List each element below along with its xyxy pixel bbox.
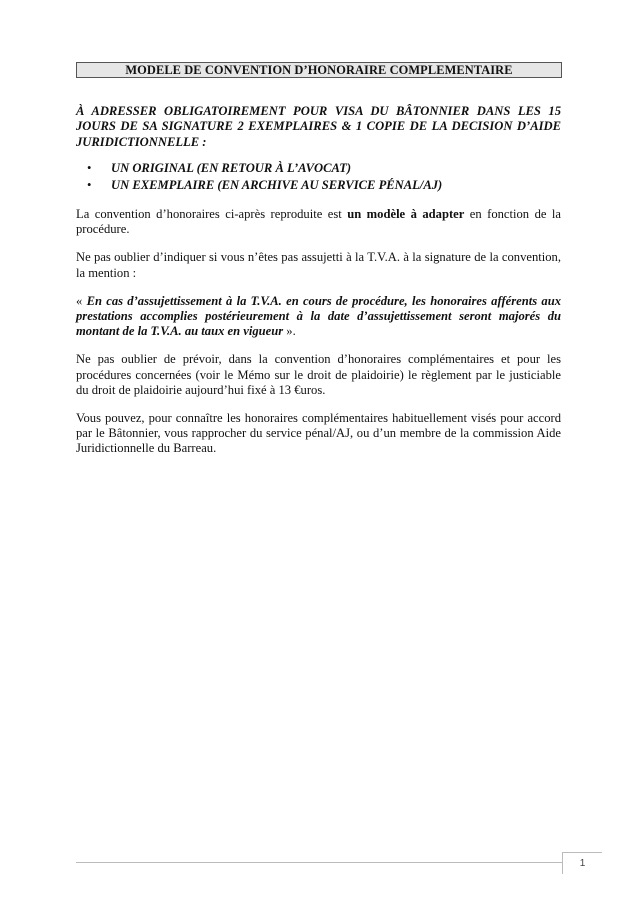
paragraph-tva-notice: Ne pas oublier d’indiquer si vous n’êtes pas assujetti à la T.V.A. à la signature de la convention, la mention : (76, 250, 561, 280)
paragraph-contact: Vous pouvez, pour connaître les honoraires complémentaires habituellement visés pour accord par le Bâtonnier, vous rapprocher du service pénal/AJ, ou d’un membre de la commission Aide Juridictionnelle du Barreau. (76, 411, 561, 456)
bullet-icon: • (87, 177, 92, 192)
intro-instructions: À ADRESSER OBLIGATOIREMENT POUR VISA DU BÂTONNIER DANS LES 15 JOURS DE SA SIGNATURE 2 EXEMPLAIRES & 1 COPIE DE LA DECISION D’AIDE JURIDICTIONNELLE : (76, 104, 561, 149)
quote-text: En cas d’assujettissement à la T.V.A. en cours de procédure, les honoraires afférents aux prestations accomplies postérieurement à la date d’assujettissement seront majorés du montant de la T.V.A. au taux en vigueur (76, 293, 561, 339)
list-item-text: UN ORIGINAL (EN RETOUR À L’AVOCAT) (111, 161, 352, 176)
paragraph-text: La convention d’honoraires ci-après reproduite est (76, 207, 348, 222)
list-item-text: UN EXEMPLAIRE (EN ARCHIVE AU SERVICE PÉNAL/AJ) (111, 177, 443, 192)
document-title: MODELE DE CONVENTION D’HONORAIRE COMPLEMENTAIRE (76, 62, 562, 78)
copies-list (76, 160, 561, 193)
list-item (87, 177, 561, 193)
list-item (87, 160, 561, 176)
quote-close: ». (283, 324, 296, 339)
document-body (76, 104, 561, 470)
bullet-icon: • (87, 161, 92, 176)
paragraph-model-notice (76, 207, 561, 237)
tva-mention-quote (76, 294, 561, 340)
page-number: 1 (562, 852, 602, 874)
quote-open: « (76, 293, 87, 308)
paragraph-plaidoirie: Ne pas oublier de prévoir, dans la convention d’honoraires complémentaires et pour les procédures concernées (voir le Mémo sur le droit de plaidoirie) le règlement par le justiciable du droit de plaidoirie aujourd’hui fixé à 13 €uros. (76, 352, 561, 397)
emphasis-text: un modèle à adapter (347, 207, 465, 222)
footer-divider (76, 862, 562, 863)
paragraph-text: en fonction de la procédure. (76, 207, 561, 237)
